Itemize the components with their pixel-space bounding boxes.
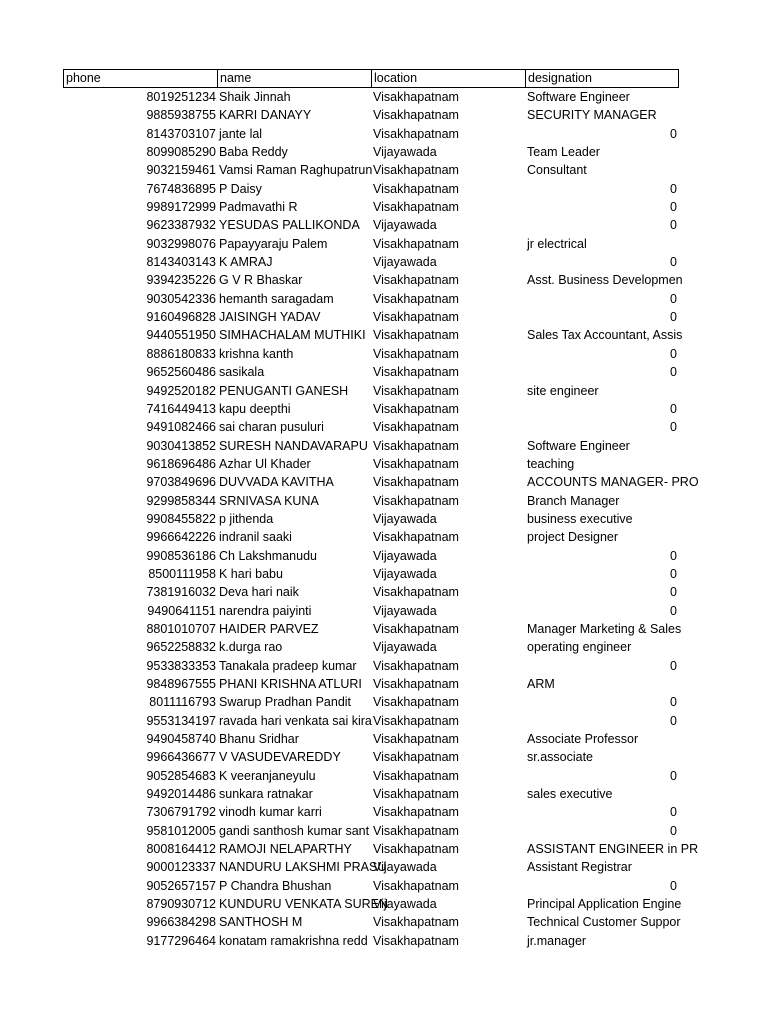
table-row	[63, 198, 679, 216]
location-cell[interactable]: Visakhapatnam	[373, 383, 459, 398]
location-cell[interactable]: Vijayawada	[373, 218, 437, 233]
location-cell[interactable]: Vijayawada	[373, 566, 437, 581]
location-cell[interactable]: Visakhapatnam	[373, 493, 459, 508]
designation-cell[interactable]: 0	[670, 713, 677, 728]
table-row	[63, 161, 679, 179]
name-cell[interactable]: KARRI DANAYY	[219, 108, 312, 123]
designation-cell[interactable]: 0	[670, 420, 677, 435]
location-cell[interactable]: Vijayawada	[373, 603, 437, 618]
designation-cell[interactable]: 0	[670, 805, 677, 820]
name-cell[interactable]: Azhar Ul Khader	[219, 456, 311, 471]
designation-cell[interactable]: Sales Tax Accountant, Assis	[527, 328, 683, 343]
designation-cell[interactable]: jr electrical	[527, 236, 587, 251]
location-cell[interactable]: Visakhapatnam	[373, 842, 459, 857]
table-row	[63, 638, 679, 656]
name-cell[interactable]: Ch Lakshmanudu	[219, 548, 317, 563]
table-row	[63, 913, 679, 931]
phone-cell[interactable]: 9052854683	[146, 768, 216, 783]
designation-cell[interactable]: 0	[670, 255, 677, 270]
name-cell[interactable]: P Chandra Bhushan	[219, 878, 332, 893]
table-row	[63, 657, 679, 675]
spreadsheet	[63, 69, 699, 950]
table-row	[63, 180, 679, 198]
location-cell[interactable]: Vijayawada	[373, 548, 437, 563]
phone-cell[interactable]: 9052657157	[146, 878, 216, 893]
phone-cell[interactable]: 9908455822	[146, 511, 216, 526]
phone-cell[interactable]: 7674836895	[146, 181, 216, 196]
table-row	[63, 730, 679, 748]
designation-cell[interactable]: sr.associate	[527, 750, 594, 765]
phone-cell[interactable]: 8143703107	[146, 126, 216, 141]
phone-cell[interactable]: 9491082466	[146, 420, 216, 435]
table-row	[63, 675, 679, 693]
location-cell[interactable]: Visakhapatnam	[373, 346, 459, 361]
location-cell[interactable]: Visakhapatnam	[373, 90, 459, 104]
designation-cell[interactable]: SECURITY MANAGER	[527, 108, 657, 123]
designation-cell[interactable]: 0	[670, 695, 677, 710]
name-cell[interactable]: PHANI KRISHNA ATLURI	[219, 677, 362, 691]
designation-cell[interactable]: ARM	[527, 677, 555, 691]
designation-cell[interactable]: Software Engineer	[527, 438, 630, 453]
location-cell[interactable]: Visakhapatnam	[373, 200, 459, 215]
name-cell[interactable]: K AMRAJ	[219, 255, 273, 270]
table-row	[63, 290, 679, 308]
table-row	[63, 363, 679, 381]
designation-cell[interactable]: 0	[670, 346, 677, 361]
name-cell[interactable]: hemanth saragadam	[219, 291, 334, 306]
phone-cell[interactable]: 8500111958	[148, 566, 216, 581]
name-cell[interactable]: ravada hari venkata sai kira	[219, 713, 372, 728]
phone-cell[interactable]: 9652560486	[146, 365, 216, 380]
location-cell[interactable]: Visakhapatnam	[373, 456, 459, 471]
designation-cell[interactable]: 0	[670, 548, 677, 563]
header-location[interactable]: location	[371, 69, 525, 88]
designation-cell[interactable]: 0	[670, 200, 677, 215]
location-cell[interactable]: Vijayawada	[373, 145, 437, 160]
phone-cell[interactable]: 8008164412	[146, 842, 216, 857]
designation-cell[interactable]: 0	[670, 878, 677, 893]
phone-cell[interactable]: 9652258832	[146, 640, 216, 655]
table-row	[63, 437, 679, 455]
location-cell[interactable]: Visakhapatnam	[373, 621, 459, 636]
name-cell[interactable]: k.durga rao	[219, 640, 283, 655]
designation-cell[interactable]: jr.manager	[527, 933, 587, 948]
location-cell[interactable]: Vijayawada	[373, 511, 437, 526]
location-cell[interactable]: Visakhapatnam	[373, 585, 459, 600]
name-cell[interactable]: K veeranjaneyulu	[219, 768, 316, 783]
table-row	[63, 547, 679, 565]
location-cell[interactable]: Visakhapatnam	[373, 933, 459, 948]
name-cell[interactable]: sasikala	[219, 365, 265, 380]
table-row	[63, 345, 679, 363]
table-row	[63, 271, 683, 289]
designation-cell[interactable]: ASSISTANT ENGINEER in PR	[527, 842, 699, 857]
table-row	[63, 382, 679, 400]
table-row	[63, 418, 679, 436]
designation-cell[interactable]: project Designer	[527, 530, 619, 545]
designation-cell[interactable]: 0	[670, 768, 677, 783]
location-cell[interactable]: Visakhapatnam	[373, 658, 459, 673]
phone-cell[interactable]: 9581012005	[146, 823, 216, 838]
phone-cell[interactable]: 9623387932	[146, 218, 216, 233]
name-cell[interactable]: Deva hari naik	[219, 585, 299, 600]
designation-cell[interactable]: 0	[670, 365, 677, 380]
phone-cell[interactable]: 9299858344	[146, 493, 216, 508]
phone-cell[interactable]: 7416449413	[146, 401, 216, 416]
phone-cell[interactable]: 9533833353	[146, 658, 216, 673]
name-cell[interactable]: HAIDER PARVEZ	[219, 621, 319, 636]
table-row	[63, 528, 679, 546]
phone-cell[interactable]: 9908536186	[146, 548, 216, 563]
name-cell[interactable]: Bhanu Sridhar	[219, 732, 299, 747]
phone-cell[interactable]: 8886180833	[146, 346, 216, 361]
table-row	[63, 858, 679, 876]
designation-cell[interactable]: sales executive	[527, 787, 613, 802]
name-cell[interactable]: indranil saaki	[219, 530, 292, 545]
designation-cell[interactable]: Consultant	[527, 163, 587, 178]
phone-cell[interactable]: 9966384298	[146, 915, 216, 930]
location-cell[interactable]: Visakhapatnam	[373, 530, 459, 545]
phone-cell[interactable]: 9394235226	[146, 273, 216, 288]
location-cell[interactable]: Visakhapatnam	[373, 768, 459, 783]
designation-cell[interactable]: Asst. Business Developmen	[527, 273, 683, 288]
location-cell[interactable]: Visakhapatnam	[373, 805, 459, 820]
name-cell[interactable]: Papayyaraju Palem	[219, 236, 328, 251]
header-phone[interactable]: phone	[63, 69, 217, 88]
phone-cell[interactable]: 9618696486	[146, 456, 216, 471]
name-cell[interactable]: SIMHACHALAM MUTHIKI	[219, 328, 366, 343]
phone-cell[interactable]: 9032998076	[146, 236, 216, 251]
table-body	[63, 88, 699, 950]
designation-cell[interactable]: 0	[670, 658, 677, 673]
designation-cell[interactable]: 0	[670, 310, 677, 325]
name-cell[interactable]: V VASUDEVAREDDY	[219, 750, 341, 765]
phone-cell[interactable]: 9160496828	[146, 310, 216, 325]
table-row	[63, 455, 679, 473]
designation-cell[interactable]: 0	[670, 401, 677, 416]
phone-cell[interactable]: 9492014486	[146, 787, 216, 802]
table-row	[63, 712, 679, 730]
location-cell[interactable]: Vijayawada	[373, 640, 437, 655]
header-row	[63, 69, 679, 88]
phone-cell[interactable]: 7381916032	[146, 585, 216, 600]
name-cell[interactable]: G V R Bhaskar	[219, 273, 303, 288]
name-cell[interactable]: Vamsi Raman Raghupatrun	[219, 163, 373, 178]
name-cell[interactable]: krishna kanth	[219, 346, 294, 361]
location-cell[interactable]: Visakhapatnam	[373, 420, 459, 435]
designation-cell[interactable]: Associate Professor	[527, 732, 639, 747]
designation-cell[interactable]: Branch Manager	[527, 493, 620, 508]
name-cell[interactable]: Padmavathi R	[219, 200, 298, 215]
designation-cell[interactable]: 0	[670, 823, 677, 838]
table-row	[63, 235, 679, 253]
designation-cell[interactable]: ACCOUNTS MANAGER- PRO	[527, 475, 699, 490]
table-row	[63, 583, 679, 601]
location-cell[interactable]: Visakhapatnam	[373, 475, 459, 490]
table-row	[63, 253, 679, 271]
location-cell[interactable]: Visakhapatnam	[373, 108, 459, 123]
phone-cell[interactable]: 9989172999	[146, 200, 216, 215]
designation-cell[interactable]: 0	[670, 291, 677, 306]
phone-cell[interactable]: 9440551950	[146, 328, 216, 343]
table-row	[63, 877, 679, 895]
table-row	[63, 106, 679, 124]
name-cell[interactable]: JAISINGH YADAV	[219, 310, 321, 325]
name-cell[interactable]: vinodh kumar karri	[219, 805, 322, 820]
phone-cell[interactable]: 9966436677	[146, 750, 216, 765]
name-cell[interactable]: DUVVADA KAVITHA	[219, 475, 334, 490]
table-row	[63, 308, 679, 326]
location-cell[interactable]: Visakhapatnam	[373, 787, 459, 802]
name-cell[interactable]: konatam ramakrishna redd	[219, 933, 368, 948]
location-cell[interactable]: Visakhapatnam	[373, 163, 459, 178]
location-cell[interactable]: Visakhapatnam	[373, 713, 459, 728]
location-cell[interactable]: Visakhapatnam	[373, 915, 459, 930]
table-row	[63, 510, 679, 528]
table-row	[63, 125, 679, 143]
location-cell[interactable]: Visakhapatnam	[373, 328, 459, 343]
designation-cell[interactable]: site engineer	[527, 383, 599, 398]
table-row	[63, 216, 679, 234]
table-row	[63, 326, 683, 344]
designation-cell[interactable]: business executive	[527, 511, 633, 526]
header-designation[interactable]: designation	[525, 69, 679, 88]
name-cell[interactable]: RAMOJI NELAPARTHY	[219, 842, 352, 857]
name-cell[interactable]: P Daisy	[219, 181, 262, 196]
phone-cell[interactable]: 9553134197	[146, 713, 216, 728]
designation-cell[interactable]: Principal Application Engine	[527, 897, 682, 912]
designation-cell[interactable]: 0	[670, 603, 677, 618]
name-cell[interactable]: PENUGANTI GANESH	[219, 383, 349, 398]
name-cell[interactable]: Shaik Jinnah	[219, 90, 291, 104]
name-cell[interactable]: jante lal	[219, 126, 263, 141]
phone-cell[interactable]: 7306791792	[146, 805, 216, 820]
table-row	[63, 785, 679, 803]
location-cell[interactable]: Visakhapatnam	[373, 291, 459, 306]
table-row	[63, 932, 679, 950]
location-cell[interactable]: Visakhapatnam	[373, 126, 459, 141]
phone-cell[interactable]: 8143403143	[146, 255, 216, 270]
name-cell[interactable]: gandi santhosh kumar sant	[219, 823, 370, 838]
table-row	[63, 895, 682, 913]
location-cell[interactable]: Visakhapatnam	[373, 365, 459, 380]
name-cell[interactable]: KUNDURU VENKATA SUREN	[219, 897, 389, 912]
designation-cell[interactable]: 0	[670, 126, 677, 141]
phone-cell[interactable]: 8099085290	[146, 145, 216, 160]
table-row	[63, 693, 679, 711]
table-row	[63, 143, 679, 161]
table-row	[63, 400, 679, 418]
table-row	[63, 620, 682, 638]
location-cell[interactable]: Visakhapatnam	[373, 273, 459, 288]
table-row	[63, 748, 679, 766]
phone-cell[interactable]: 8011116793	[149, 695, 216, 710]
table-row	[63, 88, 679, 106]
location-cell[interactable]: Vijayawada	[373, 255, 437, 270]
location-cell[interactable]: Visakhapatnam	[373, 750, 459, 765]
phone-cell[interactable]: 9177296464	[146, 933, 216, 948]
location-cell[interactable]: Visakhapatnam	[373, 310, 459, 325]
phone-cell[interactable]: 8790930712	[146, 897, 216, 912]
designation-cell[interactable]: Technical Customer Suppor	[527, 915, 681, 930]
designation-cell[interactable]: Assistant Registrar	[527, 860, 632, 875]
designation-cell[interactable]: 0	[670, 566, 677, 581]
table-row	[63, 602, 679, 620]
phone-cell[interactable]: 9966642226	[146, 530, 216, 545]
phone-cell[interactable]: 9490641151	[147, 603, 216, 618]
name-cell[interactable]: YESUDAS PALLIKONDA	[219, 218, 360, 233]
location-cell[interactable]: Visakhapatnam	[373, 732, 459, 747]
table-row	[63, 803, 679, 821]
designation-cell[interactable]: 0	[670, 585, 677, 600]
location-cell[interactable]: Vijayawada	[373, 897, 437, 912]
location-cell[interactable]: Visakhapatnam	[373, 438, 459, 453]
designation-cell[interactable]: Manager Marketing & Sales	[527, 621, 682, 636]
location-cell[interactable]: Visakhapatnam	[373, 823, 459, 838]
phone-cell[interactable]: 9030542336	[146, 291, 216, 306]
designation-cell[interactable]: operating engineer	[527, 640, 632, 655]
location-cell[interactable]: Visakhapatnam	[373, 677, 459, 691]
name-cell[interactable]: Swarup Pradhan Pandit	[219, 695, 352, 710]
phone-cell[interactable]: 9848967555	[146, 677, 216, 691]
table-row	[63, 822, 679, 840]
phone-cell[interactable]: 9492520182	[146, 383, 216, 398]
name-cell[interactable]: SRNIVASA KUNA	[219, 493, 319, 508]
location-cell[interactable]: Visakhapatnam	[373, 236, 459, 251]
name-cell[interactable]: K hari babu	[219, 566, 283, 581]
name-cell[interactable]: Baba Reddy	[219, 145, 288, 160]
name-cell[interactable]: kapu deepthi	[219, 401, 291, 416]
phone-cell[interactable]: 9490458740	[146, 732, 216, 747]
designation-cell[interactable]: teaching	[527, 456, 575, 471]
phone-cell[interactable]: 8019251234	[146, 90, 216, 104]
phone-cell[interactable]: 9885938755	[146, 108, 216, 123]
phone-cell[interactable]: 9000123337	[146, 860, 216, 875]
table-row	[63, 492, 679, 510]
location-cell[interactable]: Visakhapatnam	[373, 695, 459, 710]
phone-cell[interactable]: 8801010707	[146, 621, 216, 636]
designation-cell[interactable]: 0	[670, 218, 677, 233]
name-cell[interactable]: NANDURU LAKSHMI PRASU	[219, 860, 387, 875]
name-cell[interactable]: p jithenda	[219, 511, 274, 526]
name-cell[interactable]: SANTHOSH M	[219, 915, 303, 930]
phone-cell[interactable]: 9032159461	[146, 163, 216, 178]
table-row	[63, 565, 679, 583]
location-cell[interactable]: Vijayawada	[373, 860, 437, 875]
phone-cell[interactable]: 9703849696	[146, 475, 216, 490]
phone-cell[interactable]: 9030413852	[146, 438, 216, 453]
table-row	[63, 473, 699, 491]
location-cell[interactable]: Visakhapatnam	[373, 401, 459, 416]
name-cell[interactable]: sai charan pusuluri	[219, 420, 324, 435]
designation-cell[interactable]: Team Leader	[527, 145, 600, 160]
table-row	[63, 840, 699, 858]
table-row	[63, 767, 679, 785]
location-cell[interactable]: Visakhapatnam	[373, 181, 459, 196]
name-cell[interactable]: narendra paiyinti	[219, 603, 312, 618]
header-name[interactable]: name	[217, 69, 371, 88]
name-cell[interactable]: Tanakala pradeep kumar	[219, 658, 357, 673]
designation-cell[interactable]: Software Engineer	[527, 90, 630, 104]
designation-cell[interactable]: 0	[670, 181, 677, 196]
name-cell[interactable]: sunkara ratnakar	[219, 787, 313, 802]
location-cell[interactable]: Visakhapatnam	[373, 878, 459, 893]
name-cell[interactable]: SURESH NANDAVARAPU	[219, 438, 368, 453]
